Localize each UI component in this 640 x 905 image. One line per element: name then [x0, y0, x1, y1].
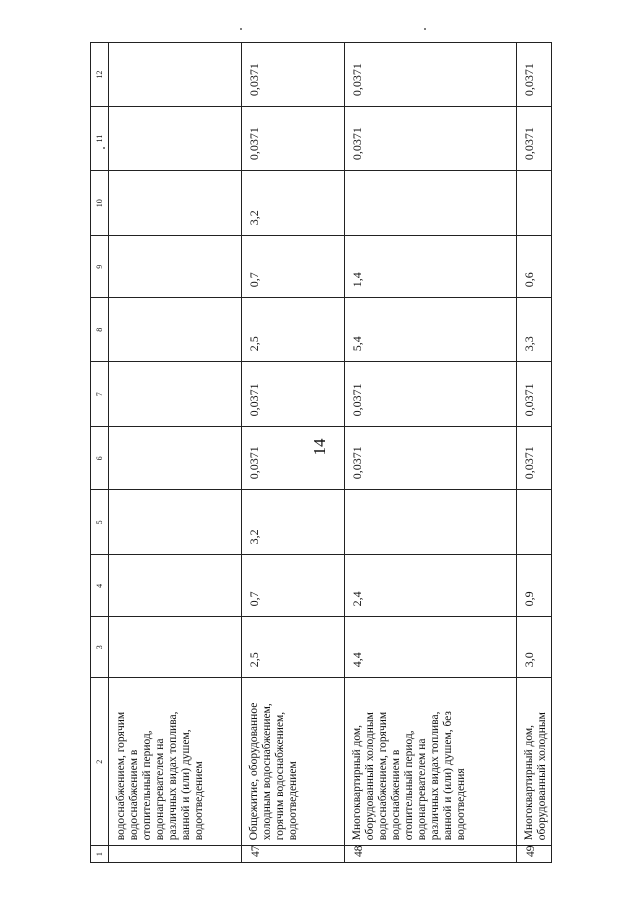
page-number: 14: [310, 438, 329, 456]
cell-value: [109, 617, 242, 678]
column-number: 12: [91, 43, 109, 107]
cell-value: 0,0371: [517, 427, 552, 490]
table-row: [109, 43, 242, 863]
cell-value: 4,4: [345, 617, 517, 678]
cell-value: 0,0371: [242, 107, 345, 171]
cell-value: 0,7: [242, 236, 345, 298]
cell-value: 3,2: [242, 171, 345, 236]
cell-value: 0,0371: [345, 362, 517, 427]
cell-value: 0,0371: [242, 427, 345, 490]
scan-speck: [424, 28, 426, 30]
column-number: 7: [91, 362, 109, 427]
table-row: [345, 43, 517, 863]
cell-value: 0,0371: [242, 362, 345, 427]
cell-value: 3,3: [517, 298, 552, 362]
column-number: 8: [91, 298, 109, 362]
row-description: Многоквартирный дом, оборудованный холодным водоснабжением, горячим водоснабжением в отопительный период, водонагревателем на различных видах топлива, ванной и (или) душем, без водоотведения: [345, 678, 517, 846]
cell-value: 3,2: [242, 490, 345, 555]
cell-value: [517, 490, 552, 555]
row-description: Многоквартирный дом, оборудованный холодным: [517, 678, 552, 846]
row-number: 48: [345, 846, 517, 863]
cell-value: 2,5: [242, 298, 345, 362]
table-row: [242, 43, 345, 863]
cell-value: [109, 43, 242, 107]
cell-value: 5,4: [345, 298, 517, 362]
column-number: 1: [91, 846, 109, 863]
row-description: водоснабжением, горячим водоснабжением в отопительный период, водонагревателем на различных видах топлива, ванной и (или) душем, водоотведением: [109, 678, 242, 846]
cell-value: [109, 236, 242, 298]
tariff-table: [90, 42, 552, 863]
column-number: 5: [91, 490, 109, 555]
scan-speck: [240, 28, 242, 30]
column-number: 9: [91, 236, 109, 298]
cell-value: [517, 171, 552, 236]
column-number: 10: [91, 171, 109, 236]
column-number: 3: [91, 617, 109, 678]
cell-value: [109, 362, 242, 427]
cell-value: [109, 298, 242, 362]
cell-value: 0,6: [517, 236, 552, 298]
cell-value: [109, 490, 242, 555]
cell-value: [109, 107, 242, 171]
table-row: [517, 43, 552, 863]
row-number: [109, 846, 242, 863]
cell-value: 2,5: [242, 617, 345, 678]
column-number: 11: [91, 107, 109, 171]
cell-value: [345, 171, 517, 236]
column-number: 2: [91, 678, 109, 846]
rotated-table-container: [90, 42, 550, 863]
cell-value: [109, 427, 242, 490]
cell-value: 1,4: [345, 236, 517, 298]
cell-value: 0,7: [242, 555, 345, 617]
row-description: Общежитие, оборудованное холодным водоснабжением, горячим водоснабжением, водоотведением: [242, 678, 345, 846]
row-number: 49: [517, 846, 552, 863]
cell-value: 0,0371: [345, 43, 517, 107]
cell-value: 0,0371: [345, 107, 517, 171]
cell-value: 0,0371: [517, 107, 552, 171]
cell-value: 2,4: [345, 555, 517, 617]
cell-value: [345, 490, 517, 555]
column-number: 6: [91, 427, 109, 490]
cell-value: 0,0371: [345, 427, 517, 490]
cell-value: 0,9: [517, 555, 552, 617]
cell-value: [109, 555, 242, 617]
cell-value: 0,0371: [517, 43, 552, 107]
cell-value: 0,0371: [242, 43, 345, 107]
column-number: 4: [91, 555, 109, 617]
row-number: 47: [242, 846, 345, 863]
cell-value: 0,0371: [517, 362, 552, 427]
column-number-row: [91, 43, 109, 863]
cell-value: [109, 171, 242, 236]
cell-value: 3,0: [517, 617, 552, 678]
